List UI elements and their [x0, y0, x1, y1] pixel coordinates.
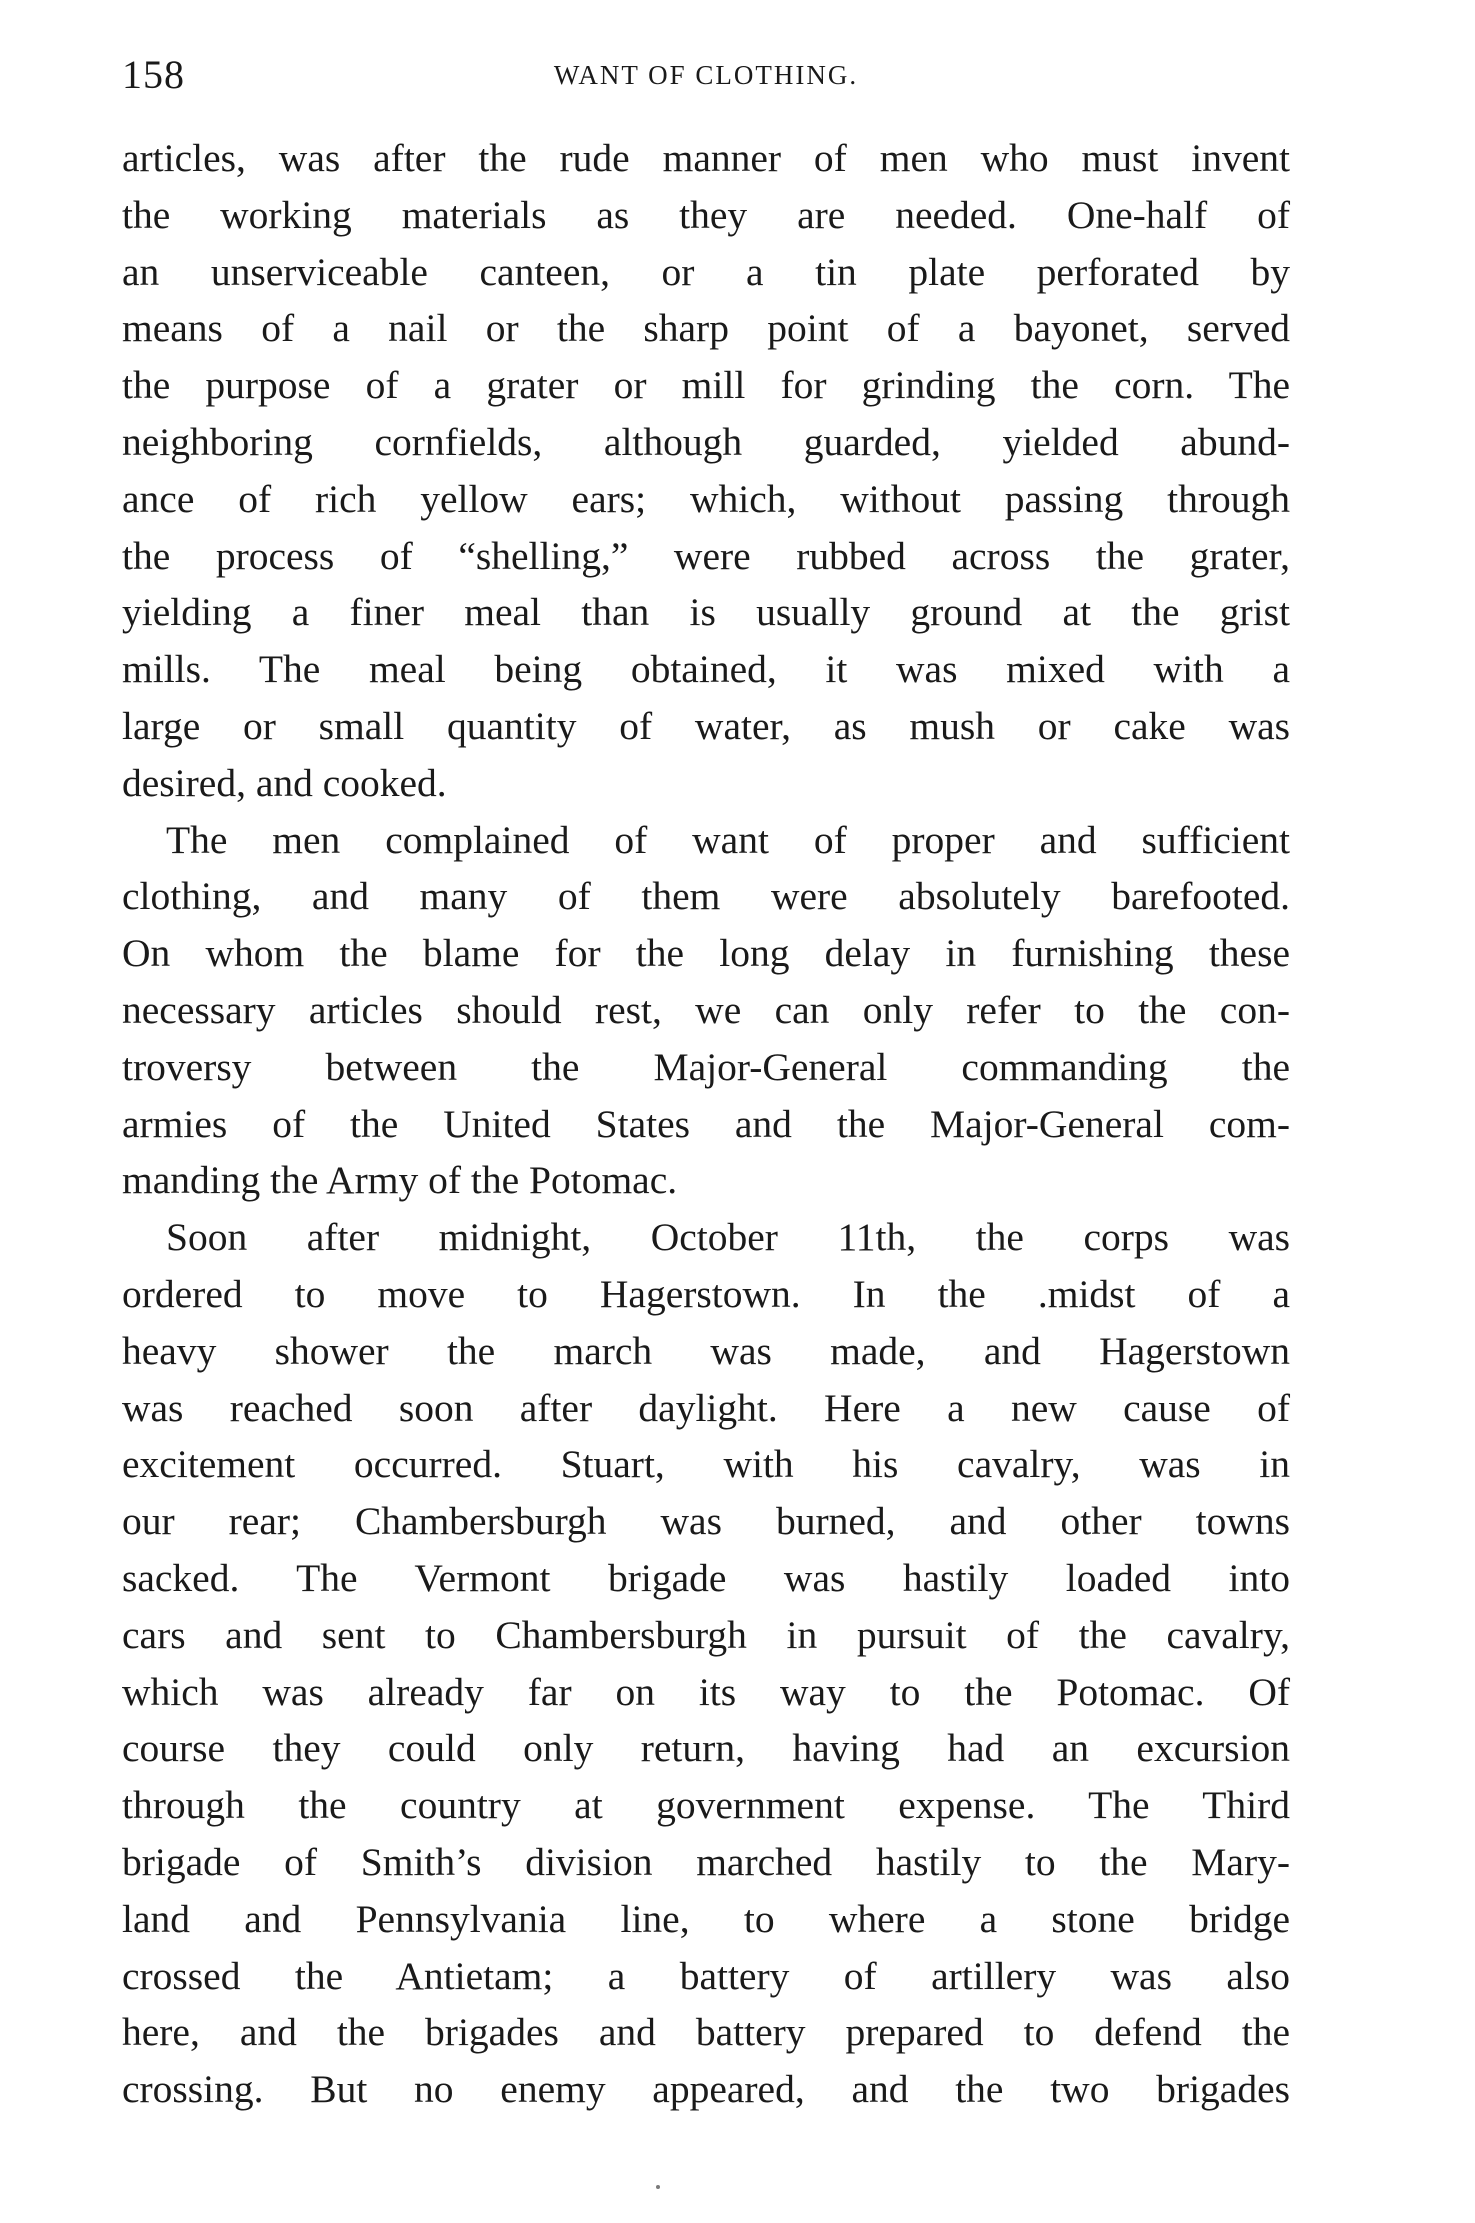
text-line: the process of “shelling,” were rubbed across the grater, [122, 533, 1290, 578]
text-line: an unserviceable canteen, or a tin plate perforated by [122, 249, 1290, 294]
text-line: was reached soon after daylight. Here a new cause of [122, 1385, 1290, 1430]
text-line: the purpose of a grater or mill for grinding the corn. The [122, 363, 1290, 408]
text-line: crossed the Antietam; a battery of artillery was also [122, 1953, 1290, 1998]
page-number: 158 [122, 52, 185, 97]
text-line: through the country at government expense. The Third [122, 1783, 1290, 1828]
text-line: manding the Army of the Potomac. [122, 1158, 678, 1203]
text-line: our rear; Chambersburgh was burned, and other towns [122, 1499, 1290, 1544]
text-line: troversy between the Major-General commanding the [122, 1044, 1290, 1089]
text-line: here, and the brigades and battery prepared to defend the [122, 2010, 1290, 2055]
text-line: yielding a finer meal than is usually ground at the grist [122, 590, 1290, 635]
text-line: neighboring cornfields, although guarded, yielded abund- [122, 419, 1290, 464]
body-text [122, 130, 1290, 2118]
text-line: sacked. The Vermont brigade was hastily loaded into [122, 1555, 1290, 1600]
text-line: mills. The meal being obtained, it was mixed with a [122, 647, 1290, 692]
text-line: the working materials as they are needed. One-half of [122, 192, 1290, 237]
text-line: necessary articles should rest, we can only refer to the con- [122, 987, 1290, 1032]
text-line: clothing, and many of them were absolutely barefooted. [122, 874, 1290, 919]
text-line: means of a nail or the sharp point of a bayonet, served [122, 306, 1290, 351]
text-line: which was already far on its way to the Potomac. Of [122, 1669, 1290, 1714]
text-line: Soon after midnight, October 11th, the corps was [166, 1215, 1290, 1260]
text-line: large or small quantity of water, as mush or cake was [122, 703, 1290, 748]
text-line: ance of rich yellow ears; which, without passing through [122, 476, 1290, 521]
text-line: excitement occurred. Stuart, with his cavalry, was in [122, 1442, 1290, 1487]
text-line: The men complained of want of proper and sufficient [166, 817, 1290, 862]
text-line: desired, and cooked. [122, 760, 447, 805]
text-line: ordered to move to Hagerstown. In the .midst of a [122, 1271, 1290, 1316]
text-line: heavy shower the march was made, and Hagerstown [122, 1328, 1290, 1373]
text-line: cars and sent to Chambersburgh in pursuit of the cavalry, [122, 1612, 1290, 1657]
text-line: course they could only return, having had an excursion [122, 1726, 1290, 1771]
page-header [122, 40, 1290, 110]
running-head: WANT OF CLOTHING. [553, 60, 859, 90]
text-line: armies of the United States and the Major-General com- [122, 1101, 1290, 1146]
text-line: On whom the blame for the long delay in furnishing these [122, 931, 1290, 976]
text-line: brigade of Smith’s division marched hastily to the Mary- [122, 1839, 1290, 1884]
print-speck [656, 2185, 660, 2189]
text-line: articles, was after the rude manner of men who must invent [122, 136, 1290, 180]
text-line: land and Pennsylvania line, to where a stone bridge [122, 1896, 1290, 1941]
text-line: crossing. But no enemy appeared, and the two brigades [122, 2067, 1290, 2112]
